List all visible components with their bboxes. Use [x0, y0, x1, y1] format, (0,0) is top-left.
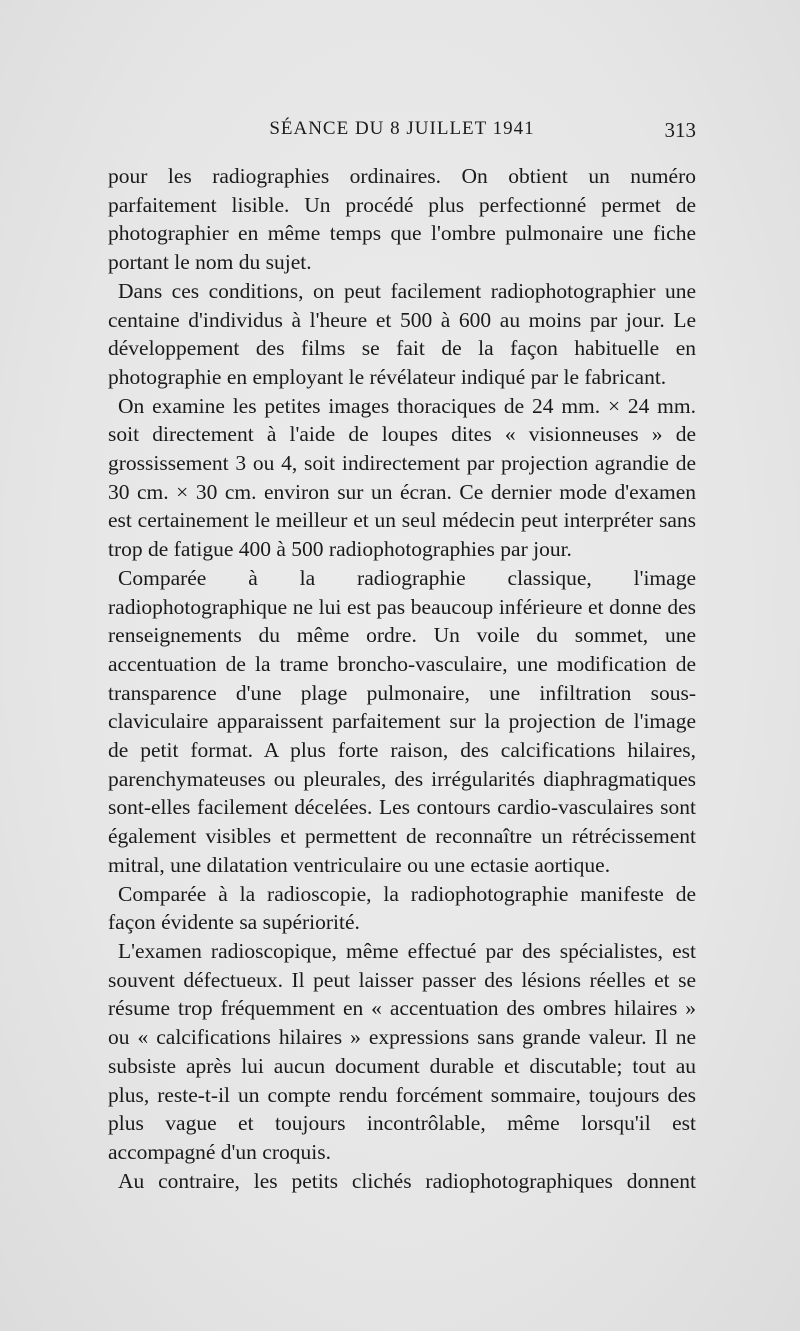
- paragraph: pour les radiographies ordinaires. On obtient un numéro parfaitement lisible. Un procédé plus perfectionné permet de photographier en même temps que l'ombre pulmonaire une fiche portant le nom du sujet.: [108, 164, 696, 275]
- body-text: [108, 162, 696, 1195]
- page-header: [108, 118, 696, 148]
- paragraph: L'examen radioscopique, même effectué par des spécialistes, est souvent défectueux. Il peut laisser passer des lésions réelles et se résume trop fréquemment en « accentuation des ombres hilaires » ou « calcifications hilaires » expressions sans grande valeur. Il ne subsiste après lui aucun document durable et discutable; tout au plus, reste-t-il un compte rendu forcément sommaire, toujours des plus vague et toujours incontrôlable, même lorsqu'il est accompagné d'un croquis.: [108, 938, 696, 1164]
- running-head: SÉANCE DU 8 JUILLET 1941: [269, 118, 535, 139]
- paragraph: Comparée à la radioscopie, la radiophotographie manifeste de façon évidente sa supériorité.: [108, 881, 696, 935]
- paragraph: Dans ces conditions, on peut facilement radiophotographier une centaine d'individus à l'heure et 500 à 600 au moins par jour. Le développement des films se fait de la façon habituelle en photographie en employant le révélateur indiqué par le fabricant.: [108, 278, 696, 389]
- paragraph: Comparée à la radiographie classique, l'image radiophotographique ne lui est pas beaucoup inférieure et donne des renseignements du même ordre. Un voile du sommet, une accentuation de la trame broncho-vasculaire, une modification de transparence d'une plage pulmonaire, une infiltration sous-claviculaire apparaissent parfaitement sur la projection de l'image de petit format. A plus forte raison, des calcifications hilaires, parenchymateuses ou pleurales, des irrégularités diaphragmatiques sont-elles facilement décelées. Les contours cardio-vasculaires sont également visibles et permettent de reconnaître un rétrécissement mitral, une dilatation ventriculaire ou une ectasie aortique.: [108, 565, 696, 877]
- paragraph: On examine les petites images thoraciques de 24 mm. × 24 mm. soit directement à l'aide de loupes dites « visionneuses » de grossissement 3 ou 4, soit indirectement par projection agrandie de 30 cm. × 30 cm. environ sur un écran. Ce dernier mode d'examen est certainement le meilleur et un seul médecin peut interpréter sans trop de fatigue 400 à 500 radiophotographies par jour.: [108, 393, 696, 562]
- page-number: 313: [664, 118, 696, 142]
- paragraph: Au contraire, les petits clichés radiophotographiques donnent: [118, 1168, 696, 1193]
